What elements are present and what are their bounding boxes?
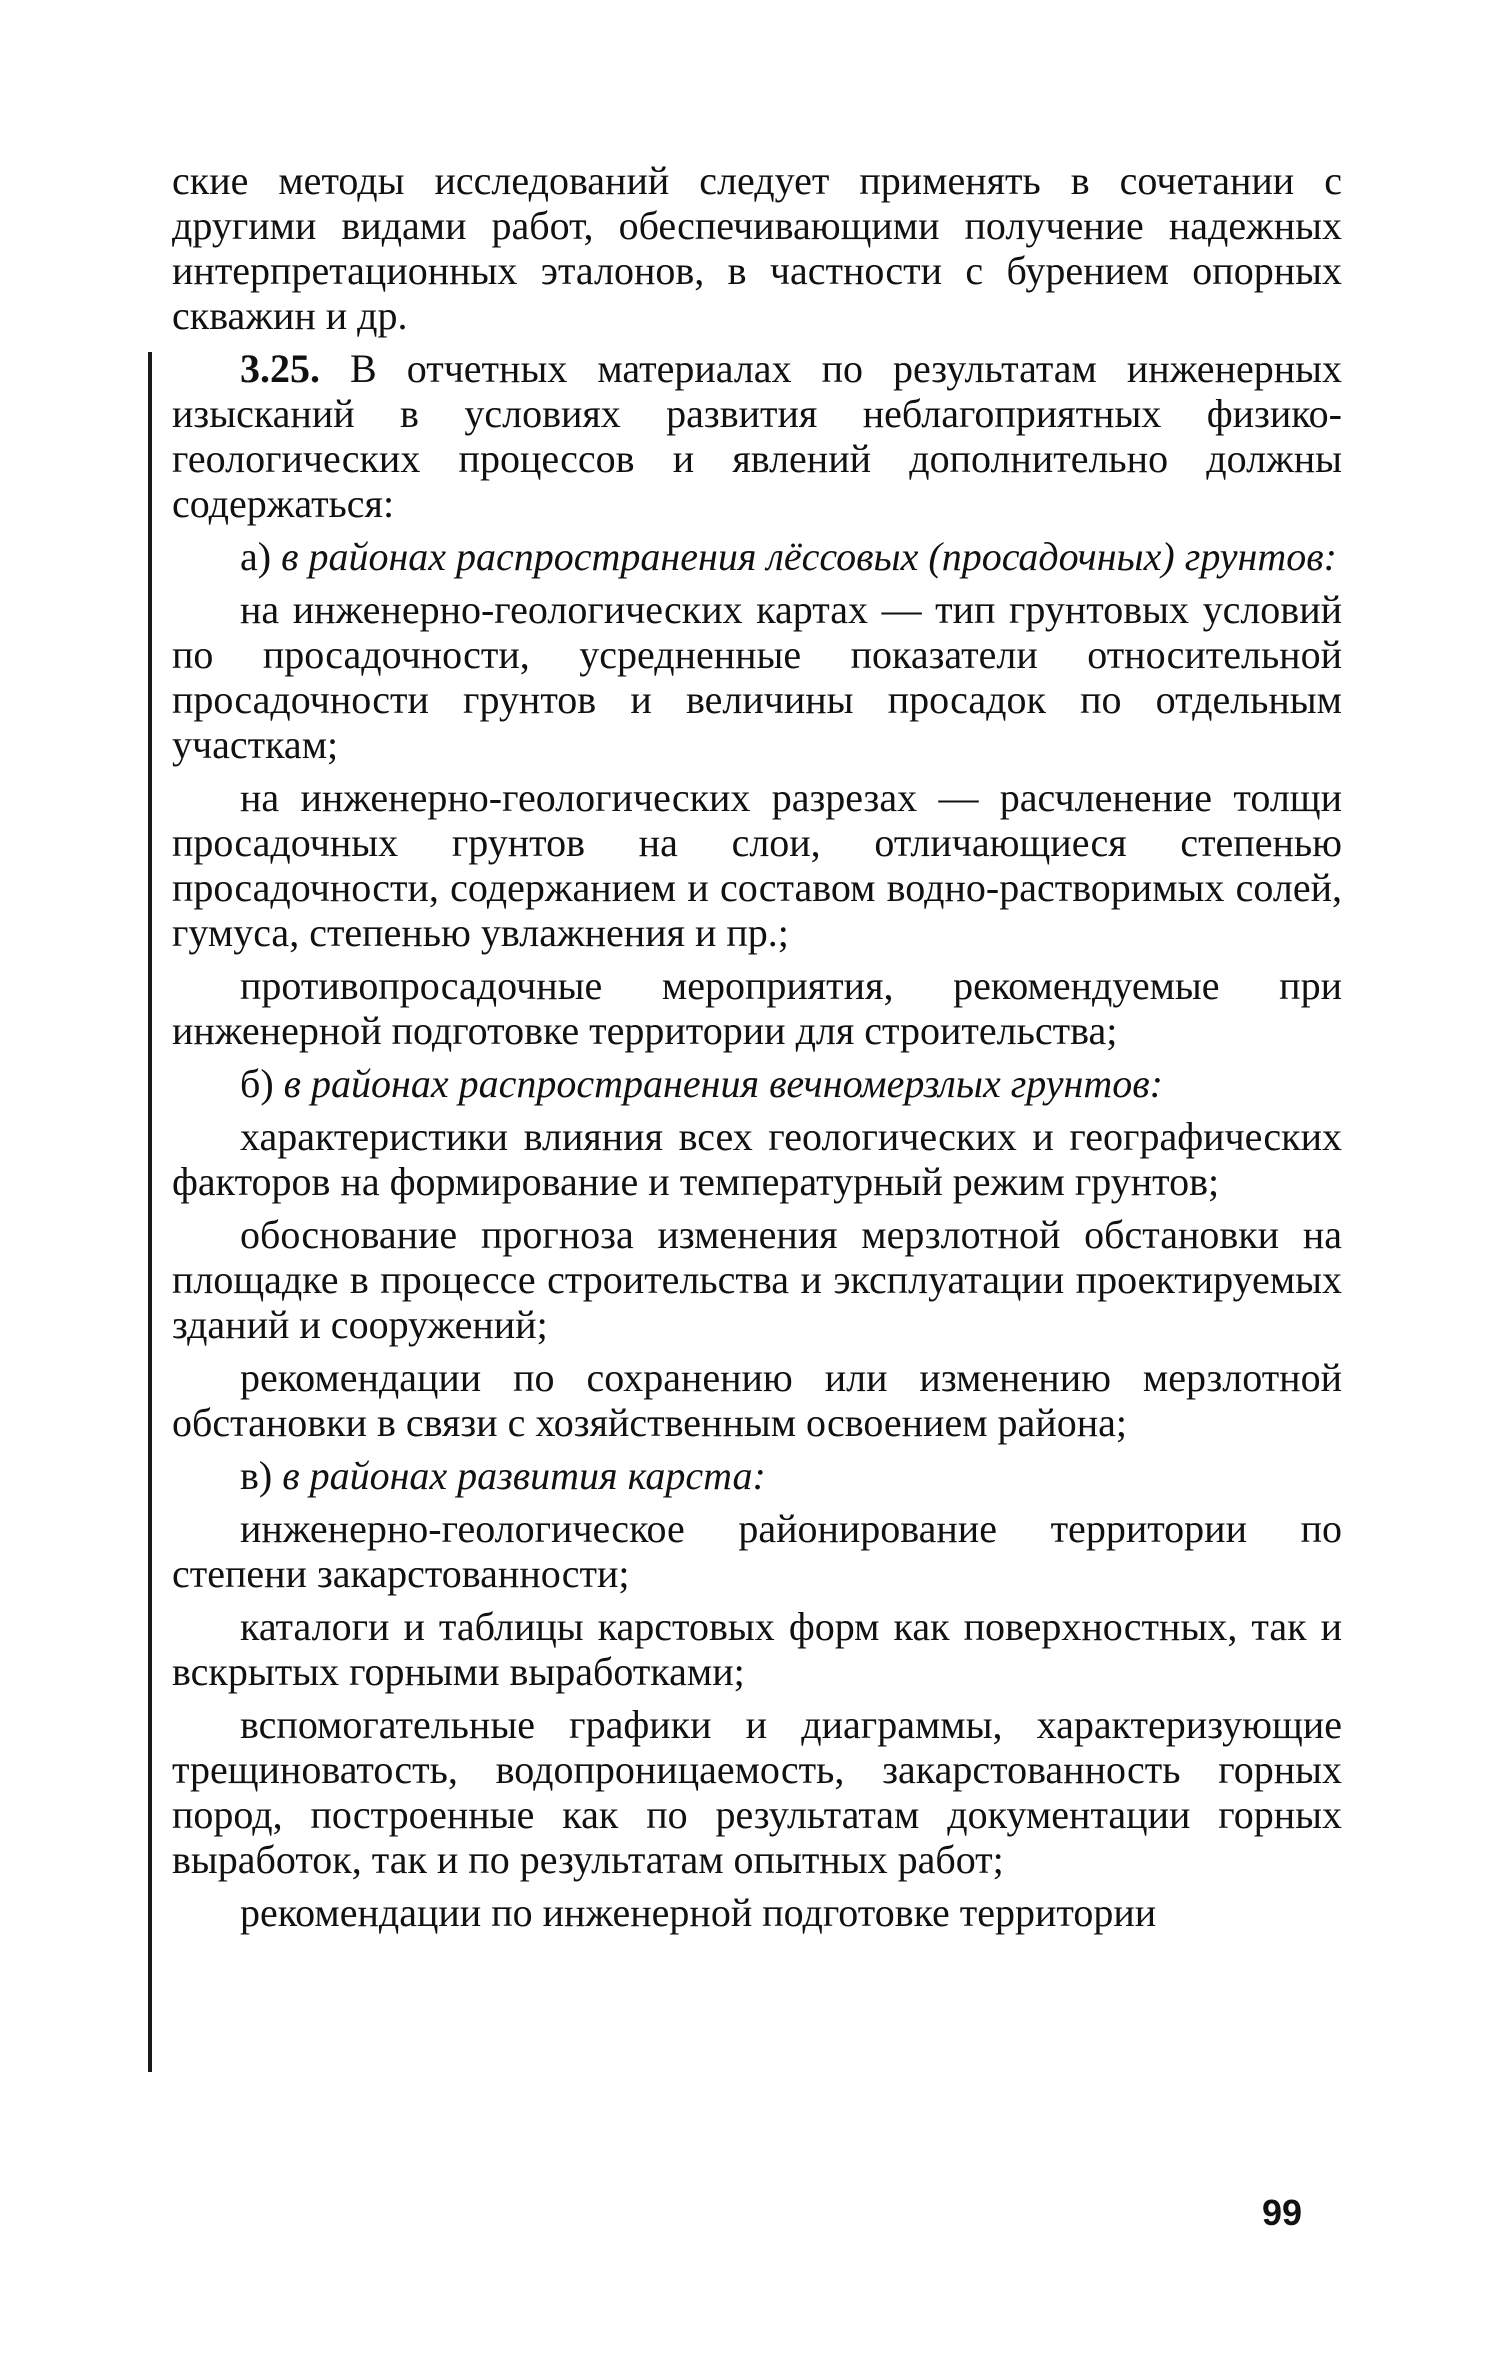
list-item: на инженерно-геологических картах — тип грунтовых условий по просадочности, усредненные показатели относительной просадочности грунтов и величины просадок по отдельным участкам; [172, 587, 1342, 767]
item-marker: б) [240, 1061, 274, 1106]
list-item: обоснование прогноза изменения мерзлотной обстановки на площадке в процессе строительства и эксплуатации проектируемых зданий и сооружений; [172, 1212, 1342, 1347]
section-number: 3.25. [240, 346, 320, 391]
page-number: 99 [1262, 2192, 1303, 2233]
item-marker: в) [240, 1453, 273, 1498]
list-item: рекомендации по сохранению или изменению мерзлотной обстановки в связи с хозяйственным освоением района; [172, 1355, 1342, 1445]
list-item: рекомендации по инженерной подготовке территории [240, 1890, 1157, 1935]
item-a-heading [172, 534, 1342, 579]
list-item: каталоги и таблицы карстовых форм как поверхностных, так и вскрытых горными выработками; [172, 1604, 1342, 1694]
item-heading-text: в районах распространения вечномерзлых грунтов: [283, 1061, 1163, 1106]
list-item: на инженерно-геологических разрезах — расчленение толщи просадочных грунтов на слои, отличающиеся степенью просадочности, содержанием и составом водно-растворимых солей, гумуса, степенью увлажнения и пр.; [172, 775, 1342, 955]
item-b-heading [172, 1061, 1342, 1106]
item-c-heading [172, 1453, 1342, 1498]
item-heading-text: в районах распространения лёссовых (просадочных) грунтов: [281, 534, 1337, 579]
intro-paragraph: ские методы исследований следует применять в сочетании с другими видами работ, обеспечивающими получение надежных интерпретационных эталонов, в частности с бурением опорных скважин и др. [172, 158, 1342, 338]
list-item: инженерно-геологическое районирование территории по степени закарстованности; [172, 1506, 1342, 1596]
list-item: характеристики влияния всех геологических и географических факторов на формирование и температурный режим грунтов; [172, 1114, 1342, 1204]
item-heading-text: в районах развития карста: [282, 1453, 766, 1498]
page-body [172, 158, 1342, 1935]
list-item: вспомогательные графики и диаграммы, характеризующие трещиноватость, водопроницаемость, закарстованность горных пород, построенные как по результатам документации горных выработок, так и по результатам опытных работ; [172, 1702, 1342, 1882]
list-item: противопросадочные мероприятия, рекомендуемые при инженерной подготовке территории для строительства; [172, 963, 1342, 1053]
section-text: В отчетных материалах по результатам инженерных изысканий в условиях развития неблагоприятных физико-геологических процессов и явлений дополнительно должны содержаться: [172, 346, 1343, 526]
section-3-25 [172, 346, 1342, 526]
item-marker: а) [240, 534, 272, 579]
margin-rule [148, 352, 152, 2072]
